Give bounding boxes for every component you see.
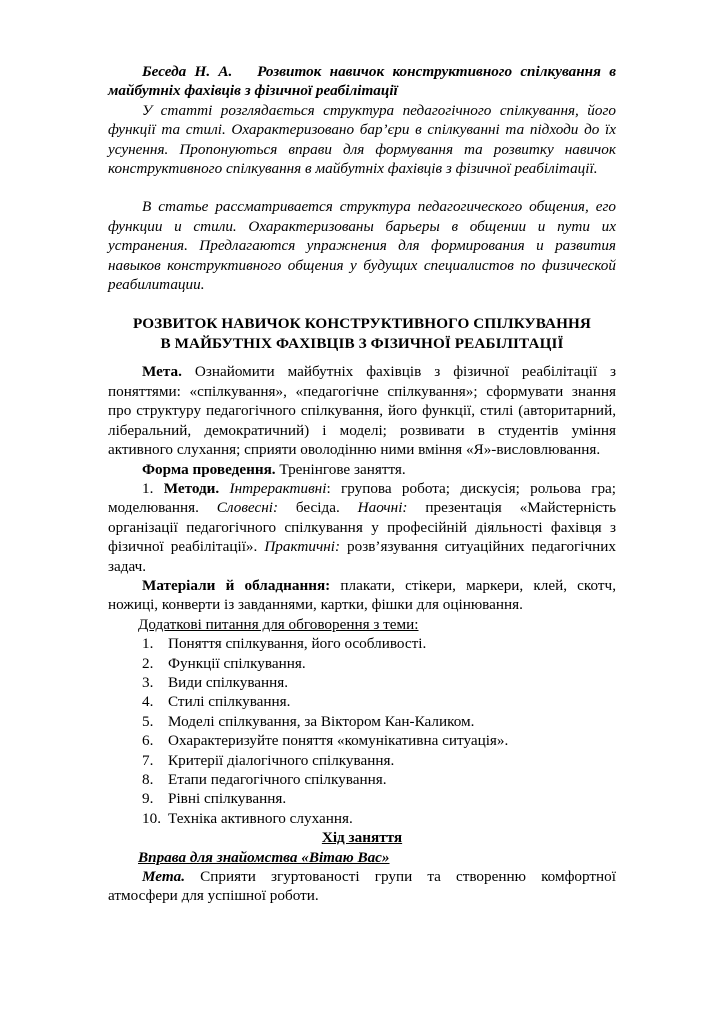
list-item <box>108 692 616 711</box>
list-item-number: 4. <box>142 693 154 711</box>
list-item <box>108 712 616 731</box>
list-item-label: Моделі спілкування, за Віктором Кан-Каликом. <box>168 712 475 730</box>
spacer <box>108 294 616 314</box>
methods-label: Методи. <box>163 479 220 497</box>
spacer <box>108 354 616 362</box>
exercise-heading-paragraph <box>108 848 616 867</box>
form-label: Форма проведення. <box>142 460 276 478</box>
methods-interactive-label: Інтрерактивні <box>229 479 327 497</box>
materials-label: Матеріали й обладнання: <box>142 576 331 594</box>
list-item <box>108 789 616 808</box>
goal-label: Мета. <box>142 363 182 381</box>
methods-practical-label: Практичні: <box>264 538 341 556</box>
list-item-label: Функції спілкування. <box>168 654 306 672</box>
list-item <box>108 673 616 692</box>
methods-visual-label: Наочні: <box>357 499 408 517</box>
goal-paragraph <box>108 362 616 459</box>
abstract-ukrainian: У статті розглядається структура педагогічного спілкування, його функції та стилі. Охарактеризовано бар’єри в спілкуванні та підходи до їх усунення. Пропонуються вправи для формування та розвитку навичок конструктивного спілкування в майбутніх фахівців з фізичної реабілітації. <box>108 101 616 178</box>
list-item <box>108 654 616 673</box>
author-title-block <box>108 62 616 101</box>
methods-interactive-text: : групова робота; дискусія; рольова гра; моделювання. <box>108 479 617 517</box>
list-item-label: Стилі спілкування. <box>168 693 291 711</box>
list-item-number: 2. <box>142 654 154 672</box>
methods-paragraph <box>108 479 616 576</box>
form-paragraph <box>108 460 616 479</box>
abstract-russian: В статье рассматривается структура педагогического общения, его функции и стили. Охарактеризованы барьеры в общении и пути их устранения. Предлагаются упражнения для формирования и развития навыков конструктивного общения у будущих специалистов по физической реабилитации. <box>108 198 616 294</box>
list-item <box>108 751 616 770</box>
page-title <box>108 314 616 354</box>
list-item-number: 3. <box>142 673 154 691</box>
page-content <box>108 62 616 906</box>
exercise-goal-paragraph <box>108 867 616 906</box>
list-item-label: Рівні спілкування. <box>168 790 287 808</box>
questions-heading-paragraph <box>108 615 616 634</box>
list-item-label: Техніка активного слухання. <box>168 809 353 827</box>
page-title-line-1: РОЗВИТОК НАВИЧОК КОНСТРУКТИВНОГО СПІЛКУВАННЯ <box>132 315 591 333</box>
list-item-number: 7. <box>142 751 154 769</box>
list-item-label: Охарактеризуйте поняття «комунікативна ситуація». <box>168 732 509 750</box>
exercise-heading: Вправа для знайомства «Вітаю Вас» <box>138 848 390 866</box>
methods-visual-text: презентація «Майстерність організації педагогічного спілкування у професійній діяльності фахівця з фізичної реабілітації». <box>108 499 616 556</box>
list-item <box>108 770 616 789</box>
list-item <box>108 809 616 828</box>
list-item-label: Критерії діалогічного спілкування. <box>168 751 395 769</box>
list-item-label: Етапи педагогічного спілкування. <box>168 771 387 788</box>
materials-text: плакати, стікери, маркери, клей, скотч, ножиці, конверти із завданнями, картки, фішки для оцінювання. <box>108 576 616 614</box>
methods-practical-text: розв’язування ситуаційних педагогічних задач. <box>108 538 616 575</box>
methods-verbal-label: Словесні: <box>216 499 279 517</box>
list-item <box>108 634 616 653</box>
list-item-number: 8. <box>142 771 154 788</box>
questions-heading: Додаткові питання для обговорення з теми: <box>138 615 419 633</box>
lesson-flow-heading: Хід заняття <box>321 829 403 847</box>
exercise-goal-text: Сприяти згуртованості групи та створенню комфортної атмосфери для успішної роботи. <box>108 868 616 905</box>
author-name: Беседа Н. А. <box>142 63 233 80</box>
lesson-flow-heading-paragraph <box>108 828 616 847</box>
list-item-number: 1. <box>142 635 154 653</box>
list-item-number: 6. <box>142 732 154 750</box>
goal-text: Ознайомити майбутніх фахівців з фізичної реабілітації з поняттями: «спілкування», «педагогічне спілкування»; сформувати знання про структуру педагогічного спілкування, його функції, стилі (авторитарний, ліберальний, демократичний) і моделі; розвивати в студентів уміння активного слухання; сприяти оволодінню ними вміння «Я»-висловлювання. <box>108 363 616 459</box>
list-item-number: 5. <box>142 712 154 730</box>
list-item-label: Види спілкування. <box>168 673 289 691</box>
form-text: Тренінгове заняття. <box>275 460 406 478</box>
methods-number: 1. <box>142 479 154 497</box>
list-item-number: 9. <box>142 790 154 808</box>
page-title-line-2: В МАЙБУТНІХ ФАХІВЦІВ З ФІЗИЧНОЇ РЕАБІЛІТАЦІЇ <box>160 335 564 353</box>
list-item-label: Поняття спілкування, його особливості. <box>168 635 427 653</box>
materials-paragraph <box>108 576 616 615</box>
exercise-goal-label: Мета. <box>142 868 186 886</box>
methods-verbal-text: бесіда. <box>278 499 358 517</box>
list-item <box>108 731 616 750</box>
questions-list <box>108 634 616 828</box>
spacer <box>108 178 616 197</box>
article-title: Розвиток навичок конструктивного спілкування в майбутніх фахівців з фізичної реабілітації <box>108 63 616 100</box>
list-item-number: 10. <box>142 809 161 827</box>
